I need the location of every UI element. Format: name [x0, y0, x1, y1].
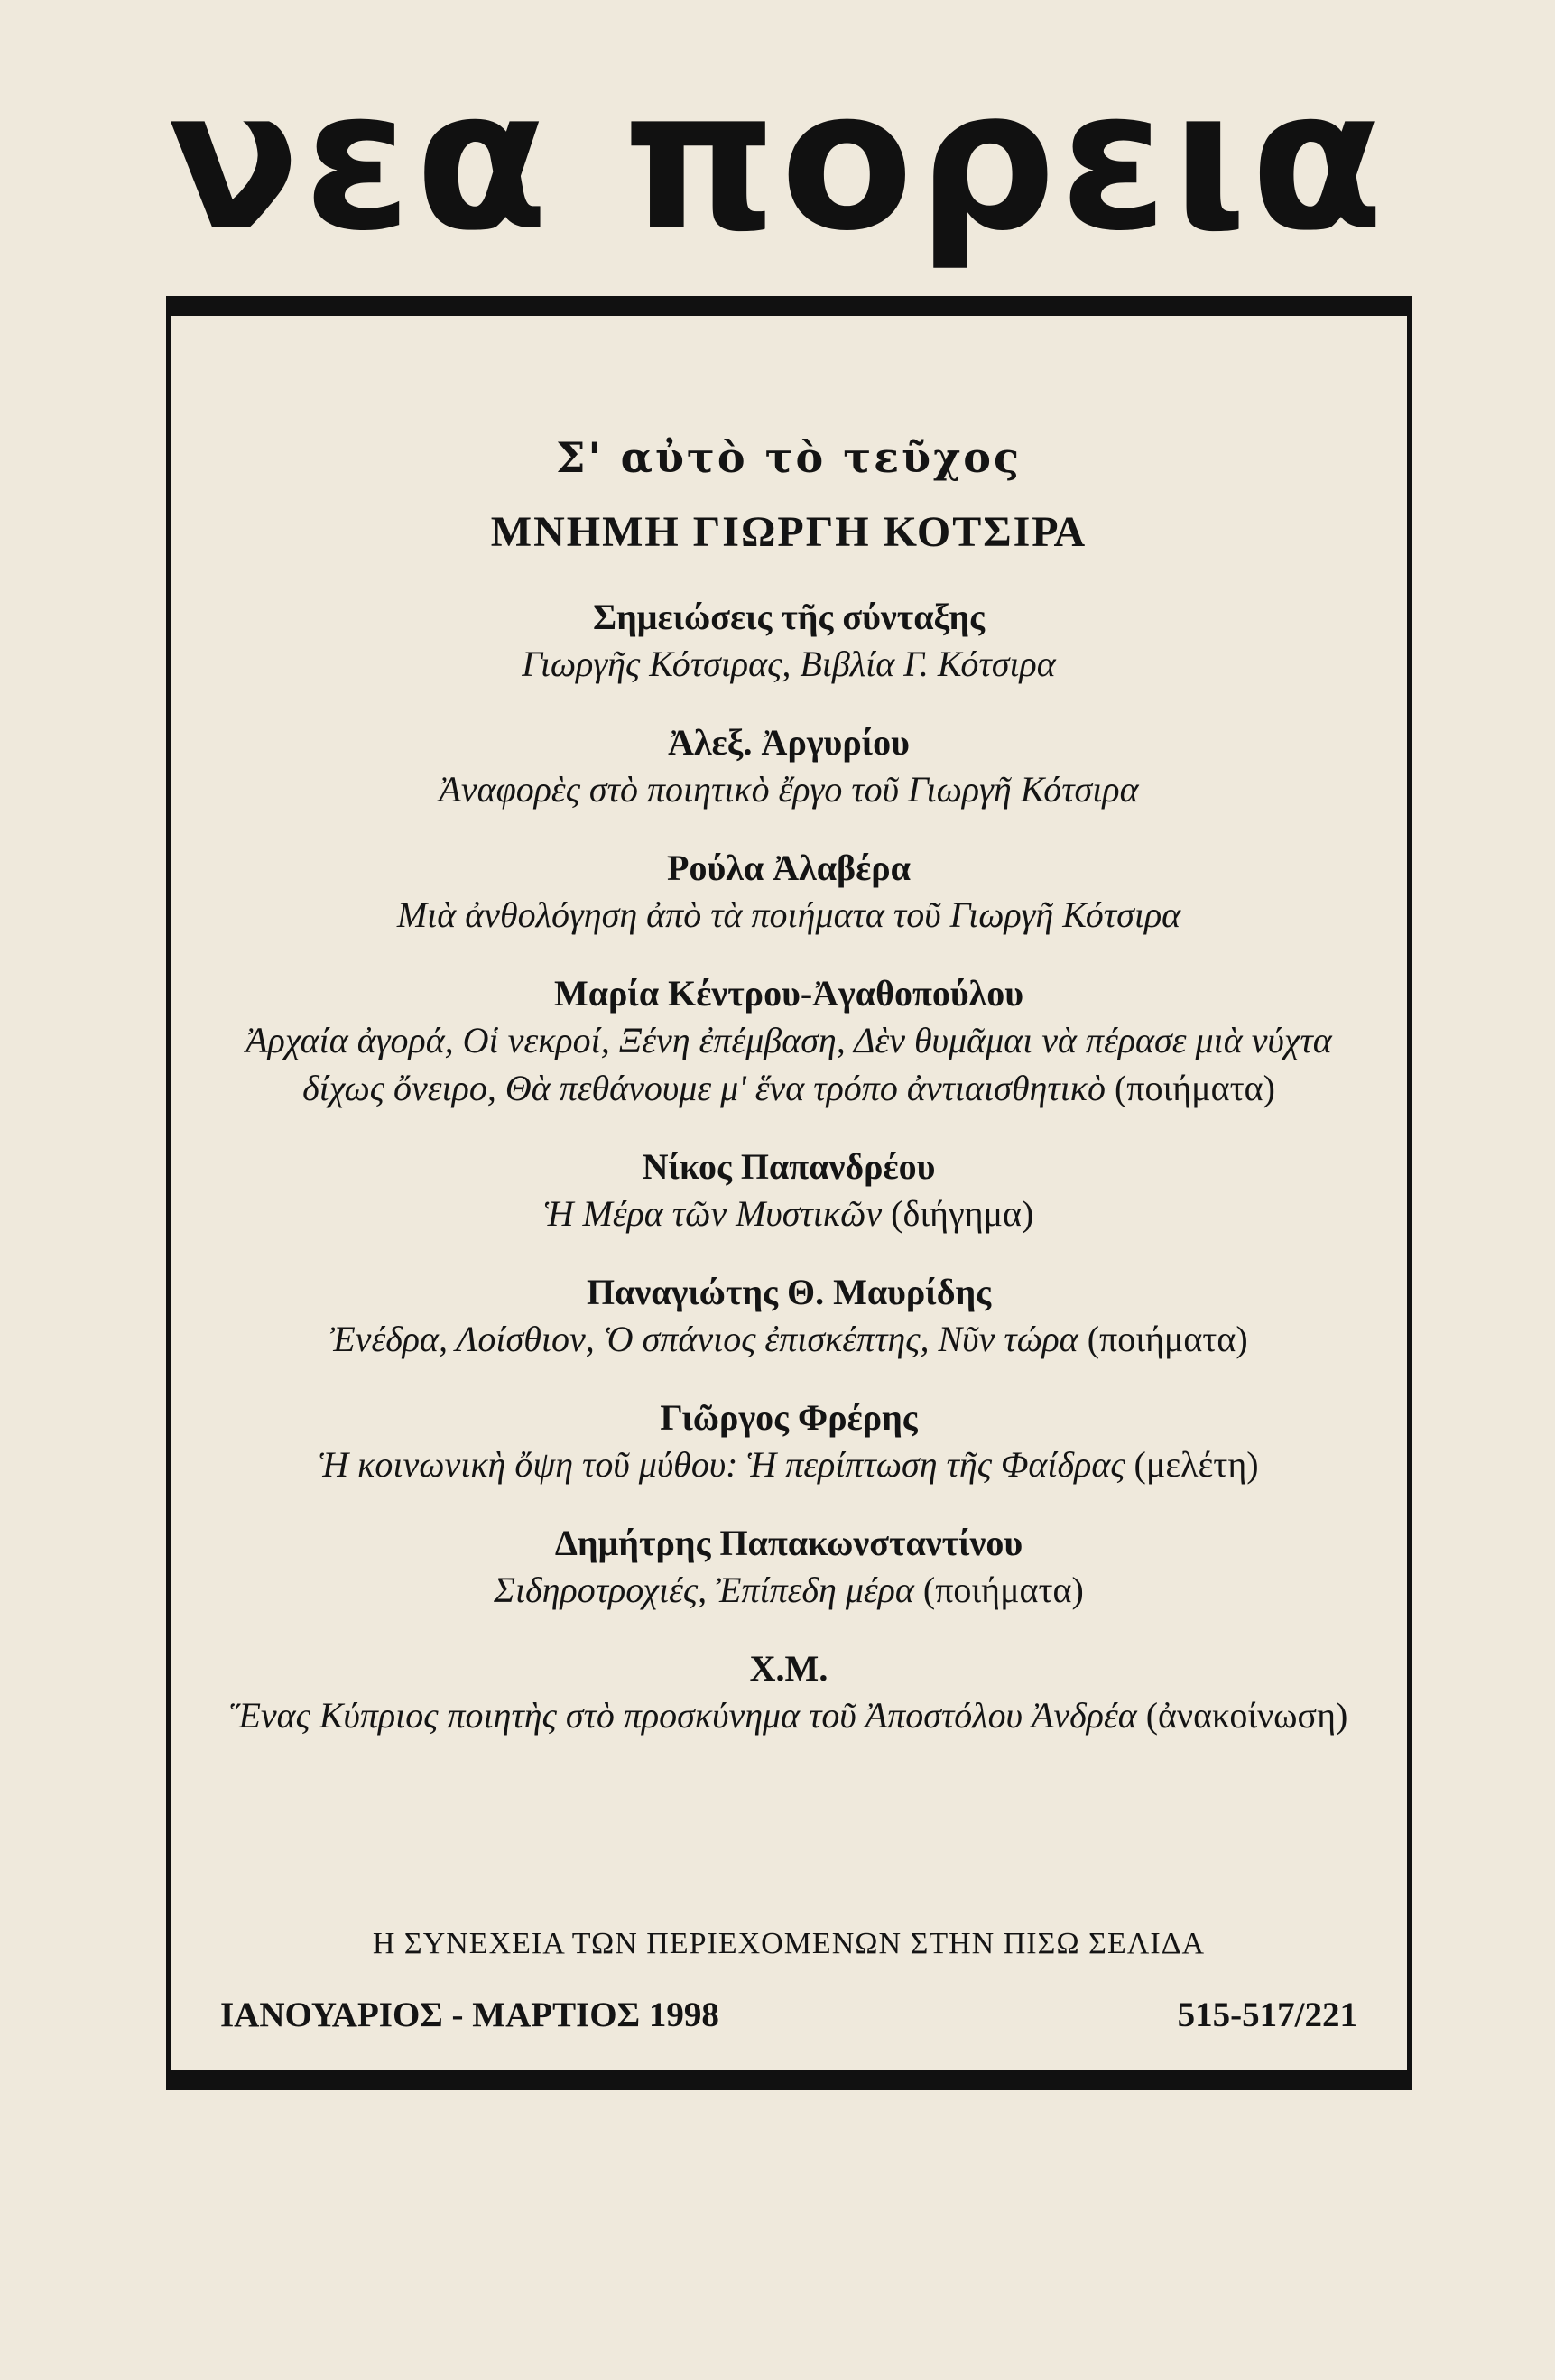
- entry-author: Μαρία Κέντρου-Ἀγαθοπούλου: [553, 973, 1024, 1014]
- contents-entry: [171, 720, 1407, 813]
- entry-titles: Ἡ Μέρα τῶν Μυστικῶν: [543, 1193, 883, 1234]
- magazine-masthead: νεα πορεια: [167, 47, 1388, 273]
- entry-works: [171, 1016, 1407, 1112]
- entry-author: Δημήτρης Παπακωνσταντίνου: [554, 1523, 1023, 1563]
- entry-kind: (ποιήματα): [1087, 1319, 1248, 1359]
- entry-author: Παναγιώτης Θ. Μαυρίδης: [586, 1272, 992, 1312]
- entry-author: Γιῶργος Φρέρης: [660, 1397, 918, 1438]
- contents-entry: [171, 595, 1407, 688]
- entry-kind: (ποιήματα): [922, 1570, 1084, 1610]
- entry-works: [171, 1691, 1407, 1739]
- issue-footer: [220, 1995, 1357, 2035]
- contents-entry: [171, 1395, 1407, 1488]
- entry-titles: Ἀναφορὲς στὸ ποιητικὸ ἔργο τοῦ Γιωργῆ Κότσιρα: [439, 769, 1139, 810]
- entry-titles: Σιδηροτροχιές, Ἐπίπεδη μέρα: [494, 1570, 914, 1610]
- entry-works: [171, 1566, 1407, 1614]
- entry-kind: (ποιήματα): [1114, 1068, 1275, 1108]
- issue-heading: Σ' αὐτὸ τὸ τεῦχος: [555, 433, 1022, 482]
- entry-titles: Ἕνας Κύπριος ποιητὴς στὸ προσκύνημα τοῦ Ἀποστόλου Ἀνδρέα: [229, 1695, 1137, 1736]
- entry-works: [171, 765, 1407, 813]
- contents-entry: [171, 1144, 1407, 1237]
- contents-entry: [171, 1270, 1407, 1363]
- entry-works: [171, 1440, 1407, 1488]
- entry-titles: Μιὰ ἀνθολόγηση ἀπὸ τὰ ποιήματα τοῦ Γιωργῆ Κότσιρα: [396, 894, 1181, 935]
- entry-kind: (διήγημα): [891, 1193, 1034, 1234]
- memorial-title: ΜΝΗΜΗ ΓΙΩΡΓΗ ΚΟΤΣΙΡΑ: [490, 508, 1088, 556]
- contents-list: [171, 433, 1407, 1772]
- entry-author: Χ.Μ.: [749, 1648, 828, 1689]
- issue-date: ΙΑΝΟΥΑΡΙΟΣ - ΜΑΡΤΙΟΣ 1998: [220, 1996, 719, 2034]
- entry-works: [171, 640, 1407, 688]
- entry-author: Ρούλα Ἀλαβέρα: [667, 847, 911, 888]
- entry-author: Ἀλεξ. Ἀργυρίου: [668, 722, 910, 763]
- entry-author: Σημειώσεις τῆς σύνταξης: [592, 597, 986, 637]
- entry-works: [171, 891, 1407, 939]
- entry-author: Νίκος Παπανδρέου: [642, 1146, 936, 1187]
- contents-entry: [171, 1521, 1407, 1614]
- issue-number: 515-517/221: [1177, 1996, 1357, 2034]
- entry-titles: Γιωργῆς Κότσιρας, Βιβλία Γ. Κότσιρα: [522, 644, 1056, 684]
- entry-works: [171, 1315, 1407, 1363]
- contents-frame: [166, 296, 1412, 2090]
- entry-works: [171, 1190, 1407, 1237]
- entry-kind: (μελέτη): [1134, 1444, 1259, 1485]
- entry-titles: Ἐνέδρα, Λοίσθιον, Ὁ σπάνιος ἐπισκέπτης, Νῦν τώρα: [329, 1319, 1078, 1359]
- entry-kind: (ἀνακοίνωση): [1145, 1695, 1348, 1736]
- entry-titles: Ἀρχαία ἀγορά, Οἱ νεκροί, Ξένη ἐπέμβαση, Δὲν θυμᾶμαι νὰ πέρασε μιὰ νύχτα δίχως ὄνειρο, Θὰ πεθάνουμε μ' ἕνα τρόπο ἀντιαισθητικὸ: [245, 1020, 1332, 1108]
- contents-entry: [171, 971, 1407, 1112]
- contents-entry: [171, 1646, 1407, 1739]
- contents-entry: [171, 846, 1407, 939]
- continued-note: Η ΣΥΝΕΧΕΙΑ ΤΩΝ ΠΕΡΙΕΧΟΜΕΝΩΝ ΣΤΗΝ ΠΙΣΩ ΣΕΛΙΔΑ: [372, 1927, 1206, 1960]
- entry-titles: Ἡ κοινωνικὴ ὄψη τοῦ μύθου: Ἡ περίπτωση τῆς Φαίδρας: [319, 1444, 1125, 1485]
